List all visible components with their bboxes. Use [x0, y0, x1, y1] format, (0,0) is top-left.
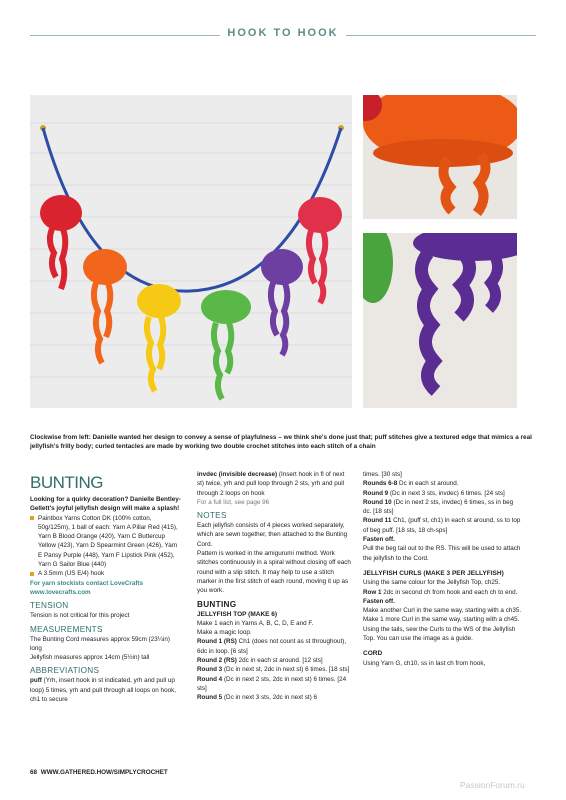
page-number: 68	[30, 769, 38, 776]
header-rule-right	[346, 35, 536, 36]
material-text: Paintbox Yarns Cotton DK (100% cotton, 50g/125m), 1 ball of each: Yarn A Pillar Red (415), Yarn B Blood Orange (420), Yarn C Buttercup Yellow (423), Yarn D Spearmint Green (426), Yarn E Pansy Purple (448), Yarn F Lipstick Pink (452), Yarn G Sailor Blue (440)	[38, 514, 178, 569]
measurements-heading: MEASUREMENTS	[30, 624, 103, 634]
pattern-row	[363, 498, 523, 517]
row-text: (Dc in next 2 sts, invdec) 6 times, ss in beg dc. [18 sts]	[363, 498, 514, 516]
pattern-row	[197, 628, 352, 637]
bunting-heading: BUNTING	[197, 599, 237, 609]
pattern-row	[363, 597, 523, 606]
row-label: Round 2 (RS)	[197, 657, 237, 665]
footer-url[interactable]: WWW.GATHERED.HOW/SIMPLYCROCHET	[40, 769, 168, 776]
abbr-def: (Insert hook in fl of next st) twice, yrh and pull loop through 2 sts, yrh and pull through 2 loops on hook	[197, 471, 345, 497]
row-text: 2dc in each st around. [12 sts]	[238, 657, 323, 665]
bunting-photo	[30, 95, 352, 408]
abbreviations-heading: ABBREVIATIONS	[30, 666, 100, 676]
curls-heading: JELLYFISH CURLS (MAKE 3 PER JELLYFISH)	[363, 569, 504, 577]
row-text: (Dc in next 3 sts, invdec) 6 times. [24 sts]	[389, 489, 505, 497]
watermark: PassionForum.ru	[460, 780, 525, 790]
row-label: Row 1	[363, 588, 382, 596]
measurement-1: The Bunting Cord measures approx 59cm (23¼in) long	[30, 635, 171, 652]
row-text: 2dc in second ch from hook and each ch to end.	[383, 588, 518, 596]
pattern-row	[363, 625, 523, 644]
row-text: Ch1, (puff st, ch1) in each st around, ss to top of beg puff. [18 sts, 18 ch-sps]	[363, 517, 521, 534]
row-text: Dc in each st around.	[399, 480, 459, 488]
pattern-intro: Looking for a quirky decoration? Danielle Bentley-Gellett's joyful jellyfish design will make a splash!	[30, 496, 181, 513]
notes-heading: NOTES	[197, 511, 227, 521]
row-text: Pull the beg tail out to the RS. This will be used to attach the jellyfish to the Cord.	[363, 545, 521, 562]
tension-heading: TENSION	[30, 601, 69, 611]
pattern-row	[363, 544, 523, 563]
cord-text: Using Yarn G, ch10, ss in last ch from hook,	[363, 659, 486, 667]
row-text: Using the tails, sew the Curls to the WS of the Jellyfish Top. You can use the image as a guide.	[363, 625, 516, 643]
abbr-term: puff	[30, 677, 42, 685]
abbr-def: (Yrh, insert hook in st indicated, yrh and pull up loop) 5 times, yrh and pull through all loops on hook, ch1 to secure	[30, 677, 176, 704]
section-title: HOOK TO HOOK	[227, 27, 339, 39]
pattern-row	[197, 619, 352, 628]
row-label: Round 3	[197, 666, 223, 674]
jellyfish-top-heading: JELLYFISH TOP (MAKE 6)	[197, 610, 278, 618]
abbreviation-invdec	[197, 470, 352, 498]
pattern-row	[363, 516, 523, 535]
row-text: Make 1 more Curl in the same way, starting with a ch45.	[363, 616, 520, 624]
row-label: Round 4	[197, 675, 223, 683]
pattern-row	[197, 693, 352, 702]
pattern-row	[197, 675, 352, 694]
pattern-row	[197, 637, 352, 656]
bullet-icon	[30, 516, 34, 520]
pattern-row	[363, 606, 523, 615]
header-rule-left	[30, 35, 220, 36]
column-1	[30, 470, 182, 704]
pattern-row	[363, 615, 523, 624]
row-text: (Dc in next 3 sts, 2dc in next st) 6	[223, 694, 318, 702]
cord-heading: CORD	[363, 650, 383, 658]
row-text: (Dc in next st, 2dc in next st) 6 times. [18 sts]	[223, 666, 350, 674]
row-text: Make 1 each in Yarns A, B, C, D, E and F.	[197, 619, 314, 627]
row-text: times. [30 sts]	[363, 471, 402, 478]
material-item	[30, 514, 182, 570]
row-label: Fasten off.	[363, 597, 395, 605]
page-footer	[30, 769, 168, 776]
full-list-ref: For a full list, see page 96	[197, 498, 270, 506]
row-text: Make a magic loop.	[197, 629, 252, 637]
row-text: (Dc in next 2 sts, 2dc in next st) 6 times. [24 sts]	[197, 675, 347, 692]
row-label: Round 5	[197, 694, 223, 702]
closeup-orange-photo	[363, 95, 517, 219]
row-label: Round 11	[363, 517, 392, 525]
column-2	[197, 470, 352, 703]
row-label: Round 10	[363, 498, 392, 506]
bullet-icon	[30, 572, 34, 576]
measurement-2: Jellyfish measures approx 14cm (5½in) tall	[30, 654, 150, 662]
abbreviation-puff	[30, 676, 182, 704]
row-text: Ch1 (does not count as st throughout), 6dc in loop. [6 sts]	[197, 638, 347, 655]
pattern-row	[363, 479, 523, 488]
pattern-row	[363, 470, 523, 479]
note-1: Each jellyfish consists of 4 pieces worked separately, which are sewn together, then attached to the Bunting Cord.	[197, 522, 348, 548]
pattern-row	[363, 578, 523, 587]
row-text: Using the same colour for the Jellyfish Top, ch25.	[363, 579, 501, 587]
row-label: Round 1 (RS)	[197, 638, 237, 646]
abbr-term: invdec (invisible decrease)	[197, 471, 278, 478]
column-3	[363, 470, 523, 668]
pattern-row	[363, 588, 523, 597]
row-label: Rounds 6-8	[363, 480, 398, 488]
row-label: Round 9	[363, 489, 389, 497]
material-text: A 3.5mm (US E/4) hook	[38, 570, 105, 578]
pattern-title: BUNTING	[30, 473, 103, 492]
row-label: Fasten off.	[363, 536, 395, 544]
note-2: Pattern is worked in the amigurumi method. Work stitches continuously in a spiral without closing off each round with a slip stitch. It may help to use a stitch marker in the first stitch of each round, moving it up as you work.	[197, 550, 351, 595]
closeup-purple-photo	[363, 233, 517, 408]
tension-text: Tension is not critical for this project	[30, 612, 130, 620]
row-text: Make another Curl in the same way, starting with a ch35.	[363, 607, 522, 615]
pattern-row	[363, 535, 523, 544]
material-item	[30, 569, 182, 578]
pattern-row	[197, 665, 352, 674]
pattern-row	[197, 656, 352, 665]
photo-caption: Clockwise from left: Danielle wanted her design to convey a sense of playfulness – we think she's done just that; puff stitches give a textured edge that mimics a real jellyfish's frilly body; curled tentacles are made by working two double crochet stitches into each stitch of a chain	[30, 434, 532, 451]
pattern-row	[363, 489, 523, 498]
stockists-link[interactable]: For yarn stockists contact LoveCrafts www.lovecrafts.com	[30, 579, 144, 596]
